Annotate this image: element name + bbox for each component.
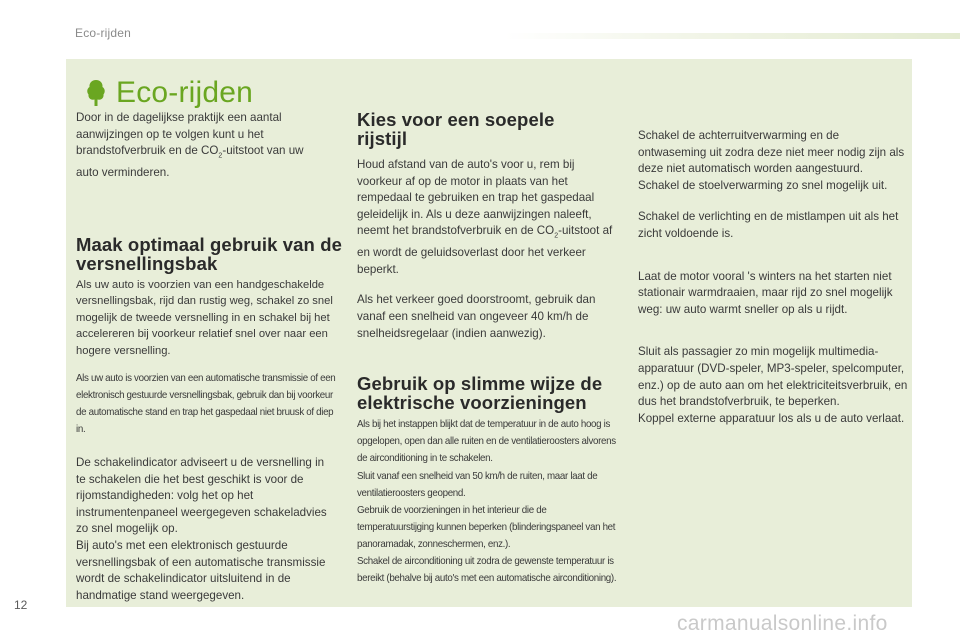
driving-paragraph-cruise: Als het verkeer goed doorstroomt, gebruik dan vanaf een snelheid van ongeveer 40 km/h de snelheidsregelaar (indien aanwezig).: [357, 293, 596, 340]
column-right: [638, 110, 908, 427]
tips-paragraph-lights: Schakel de verlichting en de mistlampen uit als het zicht voldoende is.: [638, 210, 899, 240]
watermark: carmanualsonline.info: [677, 612, 888, 635]
column-middle: [357, 110, 625, 587]
tips-paragraph-engine: Laat de motor vooral 's winters na het starten niet stationair warmdraaien, maar rijd zo snel mogelijk weg: uw auto warmt sneller op als u rijdt.: [638, 269, 893, 316]
gearbox-paragraph-manual: Als uw auto is voorzien van een handgeschakelde versnellingsbak, rijd dan rustig weg, schakel zo snel mogelijk de tweede versnelling in en schakel bij het accelereren bij voorkeur relatief snel over naar een hogere versnelling.: [76, 278, 333, 358]
intro-paragraph: Door in de dagelijkse praktijk een aantal aanwijzingen op te volgen kunt u het brandstofverbruik en de $CO_2$-uitstoot van uw auto verminderen.: [76, 111, 304, 180]
driving-heading: Kies voor een soepele rijstijl: [357, 109, 555, 149]
tips-paragraph-defrost: Schakel de achterruitverwarming en de ontwaseming uit zodra deze niet meer nodig zijn als deze niet automatisch worden aangestuurd. Schakel de stoelverwarming zo snel mogelijk uit.: [638, 129, 905, 192]
section-header: Eco-rijden: [75, 26, 132, 40]
title-row: [86, 76, 253, 110]
electrical-heading: Gebruik op slimme wijze de elektrische voorzieningen: [357, 373, 603, 414]
gearbox-heading: Maak optimaal gebruik van de versnellingsbak: [76, 233, 342, 274]
gearbox-paragraph-indicator: De schakelindicator adviseert u de versnelling in te schakelen die het best geschikt is voor de rijomstandigheden: volg het op het instrumentenpaneel weergegeven schakeladvies zo snel mogelijk op. Bij auto's met een elektronisch gestuurde versnellingsbak of een automatische transmissie wordt de schakelindicator uitsluitend in de handmatige stand weergegeven.: [76, 456, 327, 602]
gearbox-paragraph-automatic: Als uw auto is voorzien van een automatische transmissie of een elektronisch gestuurde versnellingsbak, gebruik dan bij voorkeur de automatische stand en trap het gaspedaal niet bruusk of diep in.: [76, 372, 336, 435]
header-bar: [505, 33, 960, 39]
tree-icon: [86, 79, 106, 107]
electrical-paragraph: Als bij het instappen blijkt dat de temperatuur in de auto hoog is opgelopen, open dan alle ruiten en de ventilatieroosters alvorens de airconditioning in te schakelen. Sluit vanaf een snelheid van 50 km/h de ruiten, maar laat de ventilatieroosters geopend. Gebruik de voorzieningen in het interieur die de temperatuurstijging kunnen beperken (blinderingspaneel van het panoramadak, zonneschermen, enz.). Schakel de airconditioning uit zodra de gewenste temperatuur is bereikt (behalve bij auto's met een automatische airconditioning).: [357, 419, 617, 585]
column-left: [76, 110, 342, 604]
driving-paragraph-distance: Houd afstand van de auto's voor u, rem bij voorkeur af op de motor in plaats van het rempedaal te gebruiken en trap het gaspedaal geleidelijk in. Als u deze aanwijzingen naleeft, neemt het brandstofverbruik en de $CO_2$-uitstoot af en wordt de geluidsoverlast door het verkeer beperkt.: [357, 158, 613, 276]
page-number: 12: [14, 598, 28, 612]
tips-paragraph-multimedia: Sluit als passagier zo min mogelijk multimedia-apparatuur (DVD-speler, MP3-speler, spelcomputer, enz.) op de auto aan om het elektriciteitsverbruik, en dus het brandstofverbruik, te beperken. Koppel externe apparatuur los als u de auto verlaat.: [638, 345, 908, 425]
page-title: Eco-rijden: [116, 76, 254, 109]
